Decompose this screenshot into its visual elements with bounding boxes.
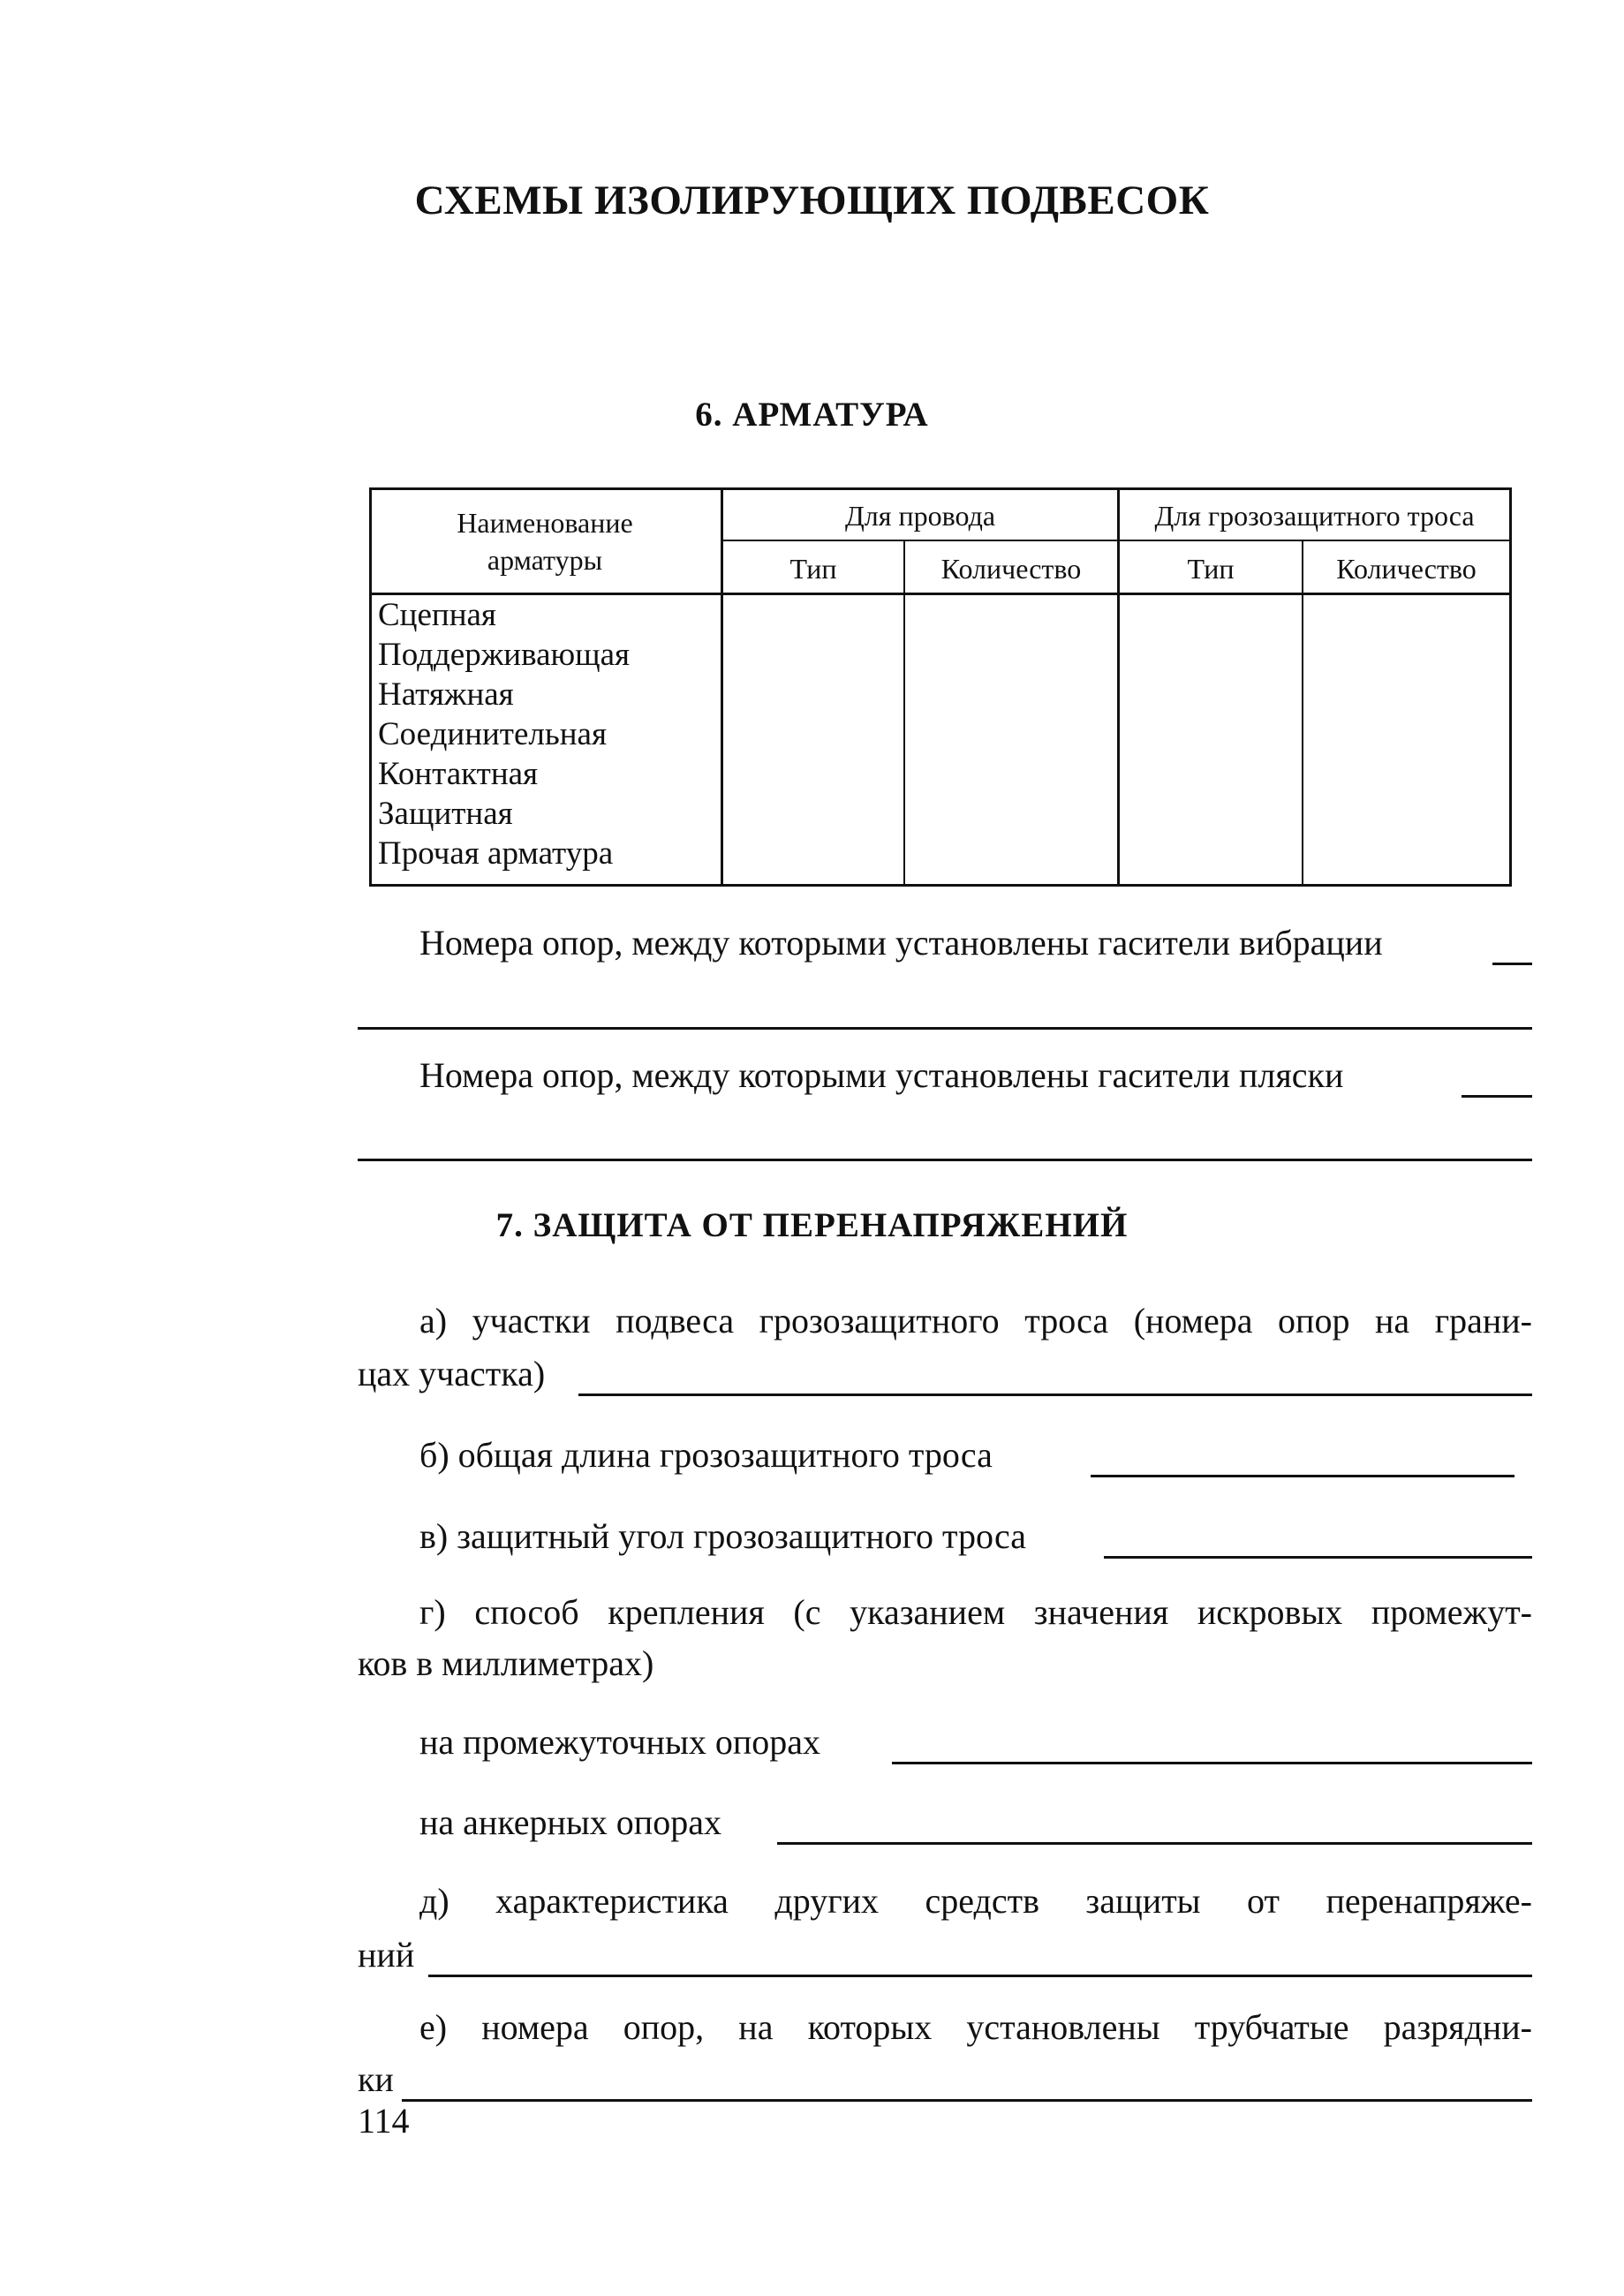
header-name <box>369 505 721 578</box>
page-heading: СХЕМЫ ИЗОЛИРУЮЩИХ ПОДВЕСОК <box>414 177 1210 223</box>
vibration-dampers-label: Номера опор, между которыми установлены гасители вибрации <box>419 923 1383 963</box>
vibration-dampers-blank[interactable] <box>1492 963 1532 965</box>
section-7-title: 7. ЗАЩИТА ОТ ПЕРЕНАПРЯЖЕНИЙ <box>495 1206 1129 1244</box>
item-e-blank[interactable] <box>402 2099 1532 2102</box>
header-wire-type: Тип <box>789 553 837 585</box>
item-d-line2: ний <box>358 1935 415 1975</box>
dance-dampers-blank-2[interactable] <box>358 1159 1532 1161</box>
header-ground-type: Тип <box>1187 553 1235 585</box>
fitting-row: Сцепная <box>378 597 496 633</box>
fitting-row: Прочая арматура <box>378 835 614 872</box>
fitting-row: Соединительная <box>378 716 607 752</box>
fitting-row: Контактная <box>378 756 539 792</box>
dance-dampers-label: Номера опор, между которыми установлены гасители пляски <box>419 1055 1344 1095</box>
section-6-title: 6. АРМАТУРА <box>695 396 929 434</box>
item-b-label: б) общая длина грозозащитного троса <box>419 1435 993 1475</box>
item-e-line1: е) номера опор, на которых установлены трубчатые разрядни- <box>419 2007 1532 2047</box>
item-g-intermediate-label: на промежуточных опорах <box>419 1722 820 1762</box>
header-wire-qty: Количество <box>940 553 1082 585</box>
item-e-line2: ки <box>358 2059 394 2099</box>
page-number: 114 <box>358 2101 410 2141</box>
header-name-line2: арматуры <box>487 543 603 576</box>
dance-dampers-blank[interactable] <box>1462 1095 1532 1098</box>
fitting-row: Защитная <box>378 796 513 832</box>
item-d-line1: д) характеристика других средств защиты от перенапряже- <box>419 1881 1532 1921</box>
item-a-line1: а) участки подвеса грозозащитного троса (номера опор на грани- <box>419 1301 1532 1341</box>
header-name-line1: Наименование <box>457 507 633 539</box>
header-for-ground-wire: Для грозозащитного троса <box>1154 500 1475 532</box>
item-d-blank[interactable] <box>428 1975 1532 1977</box>
item-g-anchor-blank[interactable] <box>777 1842 1532 1845</box>
fittings-table <box>369 487 1512 887</box>
header-ground-qty: Количество <box>1336 553 1477 585</box>
fitting-types-list <box>378 595 630 873</box>
item-g-intermediate-blank[interactable] <box>892 1762 1532 1764</box>
fitting-row: Натяжная <box>378 676 514 713</box>
vibration-dampers-blank-2[interactable] <box>358 1027 1532 1030</box>
item-b-blank[interactable] <box>1091 1475 1514 1477</box>
fitting-row: Поддерживающая <box>378 637 631 673</box>
item-v-label: в) защитный угол грозозащитного троса <box>419 1516 1026 1556</box>
header-for-wire: Для провода <box>844 500 996 532</box>
item-g-line1: г) способ крепления (с указанием значения искровых промежут- <box>419 1592 1532 1632</box>
item-g-line2: ков в миллиметрах) <box>358 1643 654 1683</box>
item-a-blank[interactable] <box>578 1393 1532 1396</box>
item-a-line2: цах участка) <box>358 1354 546 1393</box>
item-g-anchor-label: на анкерных опорах <box>419 1802 721 1842</box>
item-v-blank[interactable] <box>1104 1556 1532 1559</box>
